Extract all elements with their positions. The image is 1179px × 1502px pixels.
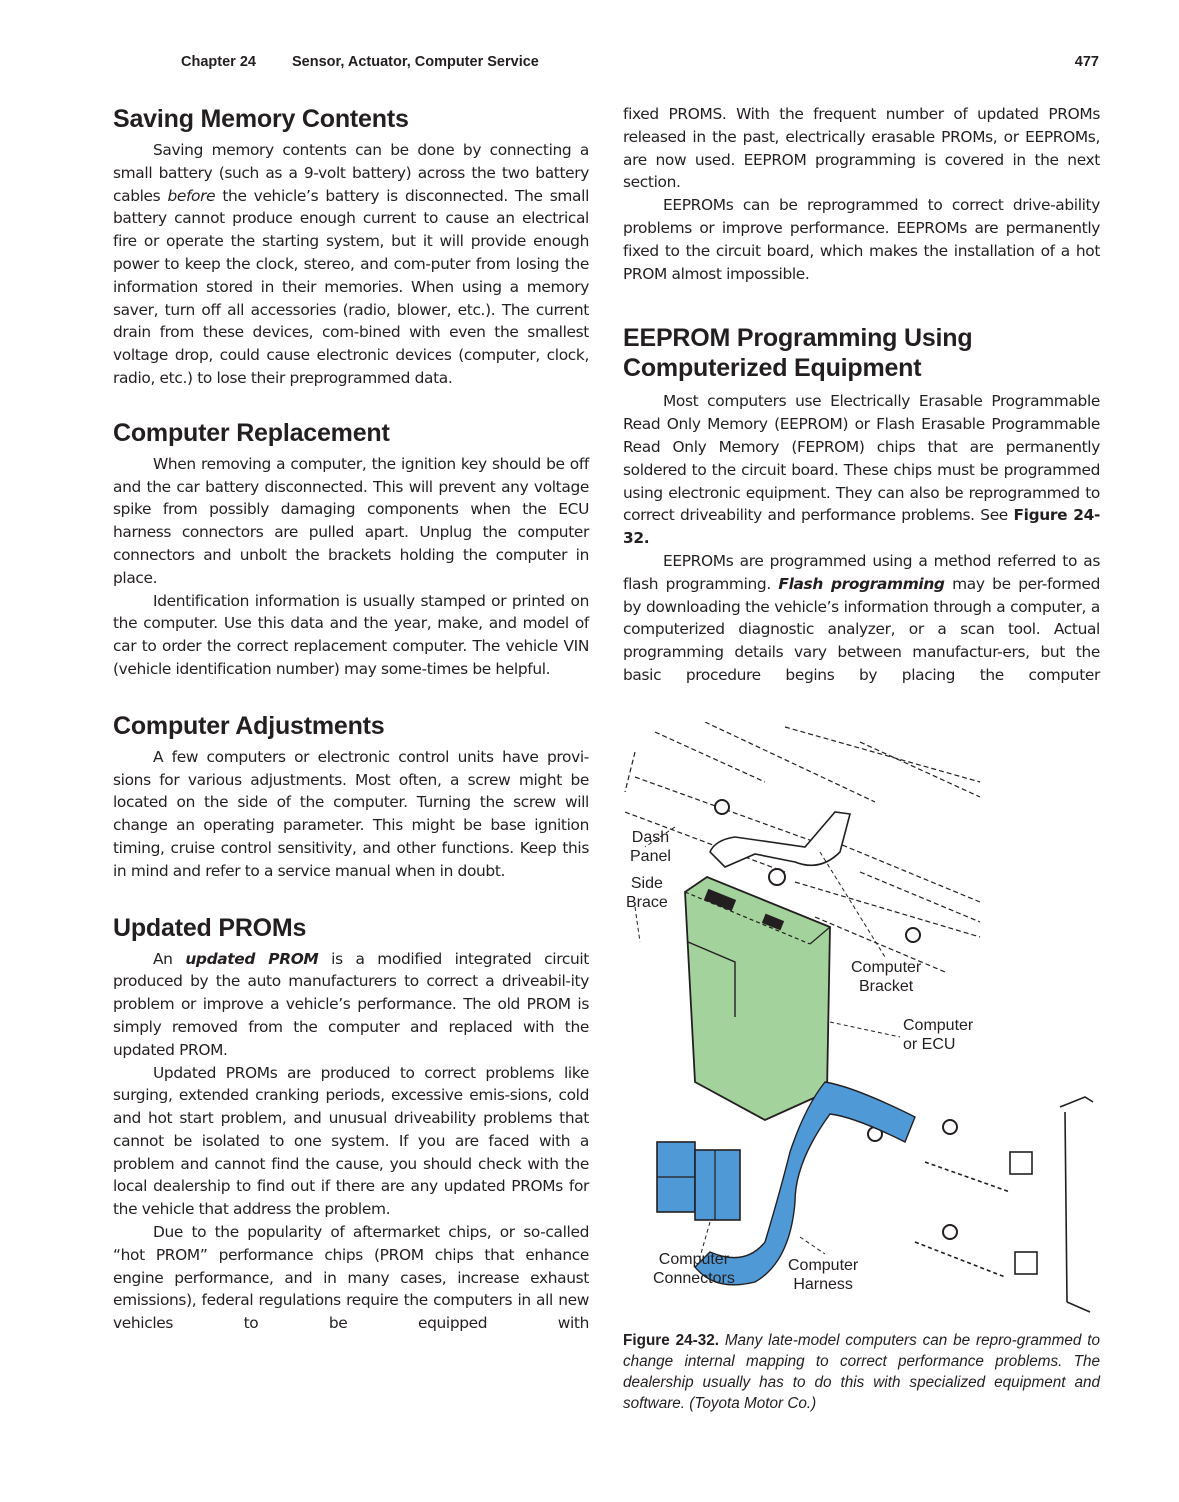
callout-computer-ecu: Computer or ECU: [903, 1017, 974, 1053]
section-updated-proms: [113, 913, 589, 1336]
left-column: [113, 100, 589, 1335]
heading-line: Computerized Equipment: [623, 354, 922, 383]
section-heading: Saving Memory Contents: [113, 105, 409, 133]
heading-line: EEPROM Programming Using: [623, 324, 973, 353]
key-term: Flash programming: [778, 574, 945, 593]
section-computer-replacement: [113, 418, 589, 681]
ecu-installation-diagram: [615, 722, 1110, 1322]
callout-computer-bracket: Computer Bracket: [851, 959, 922, 995]
section-eeprom-programming: [623, 323, 1100, 686]
figure-reference-link[interactable]: Figure 24-32.: [623, 506, 1100, 548]
bolt-icon: [769, 869, 785, 885]
text-run: the vehicle’s battery is disconnected. The small battery cannot produce enough current to cause an electrical fire or operate the starting system, but it will provide enough power to keep the clock, stereo, and com-puter from losing the information stored in their memories. When using a memory saver, turn off all accessories (radio, blower, etc.). The current drain from these devices, com-bined with even the smallest voltage drop, could cause electronic devices (computer, clock, radio, etc.) to lose their preprogrammed data.: [113, 186, 589, 387]
caption-label: Figure 24-32.: [623, 1332, 719, 1349]
nut-icon: [943, 1120, 957, 1134]
paragraph: [113, 948, 589, 1062]
key-term: updated PROM: [185, 949, 319, 968]
text-run: Most computers use Electrically Erasable Programmable Read Only Memory (EEPROM) or Flash Erasable Programmable Read Only Memory (FEPROM) chips that are permanently soldered to the circuit board. These chips must be programmed using electronic equipment. They can also be reprogrammed to correct driveability and performance problems. See: [623, 392, 1100, 525]
figure-24-32-illustration: [615, 722, 1110, 1322]
chapter-title: Sensor, Actuator, Computer Service: [292, 54, 539, 70]
paragraph: Identification information is usually stamped or printed on the computer. Use this data and the year, make, and model of car to order the correct replacement computer. The vehicle VIN (vehicle identification number) may some-times be helpful.: [113, 591, 589, 678]
paragraph: EEPROMs can be reprogrammed to correct drive-ability problems or improve performance. EEPROMs are permanently fixed to the circuit board, which makes the installation of a hot PROM almost impossible.: [623, 196, 1100, 283]
section-heading: Computer Replacement: [113, 418, 390, 447]
paragraph: [113, 139, 589, 390]
side-brace-hardware: [915, 1097, 1093, 1312]
paragraph: fixed PROMS. With the frequent number of updated PROMs released in the past, electrically erasable PROMs, or EEPROMs, are now used. EEPROM programming is covered in the next section.: [623, 105, 1100, 192]
paragraph: [623, 390, 1100, 550]
callout-computer-harness: Computer Harness: [788, 1257, 859, 1293]
right-column: [623, 100, 1100, 687]
ecu-box: [685, 877, 830, 1120]
chapter-number: Chapter 24: [181, 54, 256, 70]
section-heading: Updated PROMs: [113, 913, 307, 942]
nut-icon: [906, 928, 920, 942]
section-heading: [623, 323, 1100, 383]
running-header: [181, 52, 1099, 74]
paragraph: [623, 550, 1100, 687]
paragraph: When removing a computer, the ignition key should be off and the car battery disconnected. This will prevent any voltage spike from possibly damaging components when the ECU harness connectors are pulled apart. Unplug the computer connectors and unbolt the brackets holding the computer in place.: [113, 454, 589, 587]
callout-computer-connectors: Computer Connectors: [653, 1251, 735, 1287]
text-run: Saving memory contents can be done by connecting a small battery (such as a 9-volt battery) across the two battery cables: [113, 141, 589, 205]
caption-text: Many late-model computers can be repro-grammed to change internal mapping to correct performance problems. The dealership usually has to do this with specialized equipment and software. (Toyota Motor Co.): [623, 1332, 1100, 1412]
section-saving-memory-contents: [113, 104, 589, 390]
section-continued-text: [623, 103, 1100, 285]
paragraph: Due to the popularity of aftermarket chips, or so-called “hot PROM” performance chips (PROM chips that enhance engine performance, and in many cases, increase exhaust emissions), federal regulations require the computers in all new vehicles to be equipped with: [113, 1223, 589, 1333]
page-number: 477: [1074, 54, 1099, 70]
computer-connectors-shape: [657, 1142, 740, 1220]
text-run: An: [153, 949, 186, 968]
callout-side-brace: Side Brace: [626, 875, 668, 911]
text-run: may be per-formed by downloading the vehicle’s information through a computer, a computerized diagnostic analyzer, or a scan tool. Actual programming details vary between manufactur-ers, but the basic procedure begins by placing the computer: [623, 574, 1100, 684]
nut-icon: [715, 800, 729, 814]
paragraph: Updated PROMs are produced to correct problems like surging, extended cranking periods, excessive emis-sions, cold and hot start problem, and unusual driveability problems that cannot be isolated to one system. If you are faced with a problem and cannot find the cause, you should check with the local dealership to find out if there are any updated PROMs for the vehicle that address the problem.: [113, 1063, 589, 1219]
paragraph: A few computers or electronic control units have provi-sions for various adjustments. Most often, a screw might be located on the side of the computer. Turning the screw will change an operating parameter. This might be base ignition timing, cruise control sensitivity, and other functions. Keep this in mind and refer to a service manual when in doubt.: [113, 747, 589, 880]
emphasis-text: before: [167, 186, 216, 205]
figure-caption: [623, 1330, 1100, 1414]
callout-dash-panel: Dash Panel: [630, 829, 671, 865]
text-run: is a modified integrated circuit produced by the auto manufacturers to correct a driveabil-ity problem or improve a vehicle’s performance. The old PROM is simply removed from the computer and replaced with the updated PROM.: [113, 949, 589, 1059]
section-computer-adjustments: [113, 711, 589, 883]
nut-icon: [943, 1225, 957, 1239]
text-run: EEPROMs are programmed using a method referred to as flash programming.: [623, 551, 1100, 593]
computer-bracket-shape: [710, 812, 850, 867]
section-heading: Computer Adjustments: [113, 711, 385, 740]
